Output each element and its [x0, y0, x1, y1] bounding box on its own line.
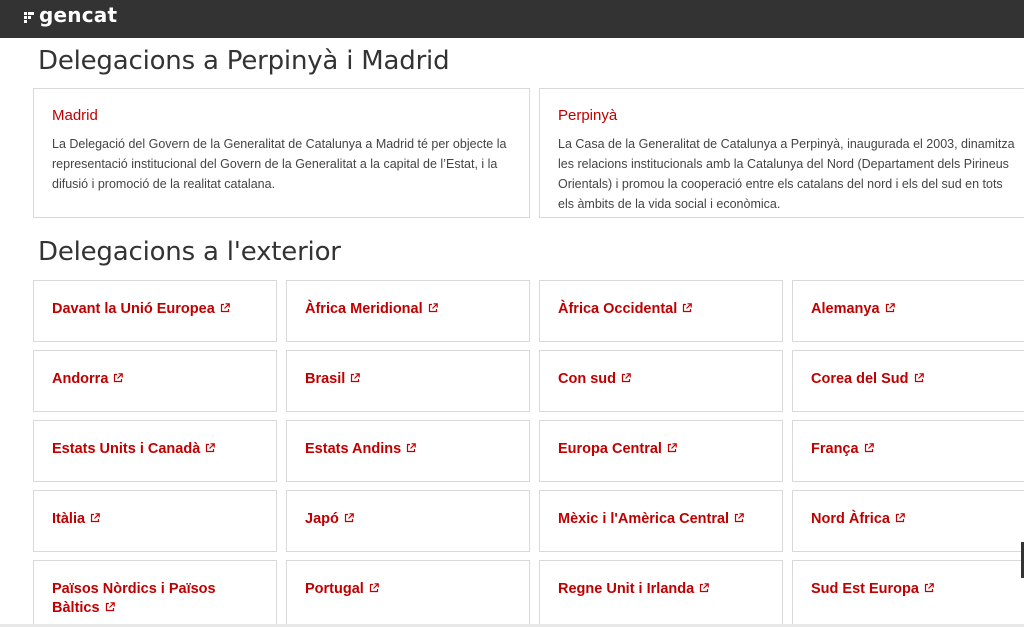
- external-link-icon: [895, 513, 905, 523]
- card-perpinya: [539, 88, 1024, 218]
- delegation-card: [33, 350, 277, 412]
- delegation-card: [33, 420, 277, 482]
- gencat-logo[interactable]: [24, 3, 117, 27]
- delegation-link[interactable]: [52, 370, 260, 389]
- delegation-link[interactable]: [52, 580, 260, 618]
- external-link-icon: [113, 373, 123, 383]
- delegation-card: [792, 280, 1024, 342]
- delegation-link-label: França: [811, 441, 859, 457]
- delegation-link[interactable]: [305, 580, 513, 599]
- external-link-icon: [734, 513, 744, 523]
- delegation-link-label: Mèxic i l'Amèrica Central: [558, 511, 730, 527]
- delegation-card: [539, 350, 783, 412]
- delegation-link-label: Estats Andins: [305, 441, 402, 457]
- delegation-card: [33, 490, 277, 552]
- delegation-link-label: Itàlia: [52, 511, 86, 527]
- external-link-icon: [914, 373, 924, 383]
- external-link-icon: [924, 583, 934, 593]
- section-title-exterior: Delegacions a l'exterior: [38, 237, 341, 267]
- external-link-icon: [621, 373, 631, 383]
- delegation-card: [539, 490, 783, 552]
- delegation-link[interactable]: [558, 300, 766, 319]
- external-link-icon: [667, 443, 677, 453]
- delegation-link-label: Països Nòrdics i Països Bàltics: [52, 581, 216, 616]
- delegation-link[interactable]: [811, 510, 1019, 529]
- card-title-perpinya[interactable]: Perpinyà: [558, 107, 618, 124]
- delegation-link[interactable]: [811, 440, 1019, 459]
- external-link-icon: [369, 583, 379, 593]
- gencat-logo-mark-icon: [24, 8, 36, 22]
- delegation-link-label: Nord Àfrica: [811, 511, 890, 527]
- external-link-icon: [90, 513, 100, 523]
- external-link-icon: [864, 443, 874, 453]
- card-description-perpinya: La Casa de la Generalitat de Catalunya a Perpinyà, inaugurada el 2003, dinamitza les relacions institucionals amb la Catalunya del Nord (Departament dels Pirineus Orientals) i promou la cooperació entre els catalans del nord i els del sud en tots els àmbits de la vida social i econòmica.: [558, 137, 1015, 211]
- delegation-link[interactable]: [811, 300, 1019, 319]
- delegation-card: [539, 280, 783, 342]
- delegation-link[interactable]: [305, 510, 513, 529]
- delegation-link-label: Brasil: [305, 371, 346, 387]
- delegation-link-label: Corea del Sud: [811, 371, 909, 387]
- delegation-link[interactable]: [558, 510, 766, 529]
- section-title-perpinya-madrid: Delegacions a Perpinyà i Madrid: [38, 46, 450, 76]
- delegation-link[interactable]: [305, 370, 513, 389]
- delegation-link[interactable]: [305, 440, 513, 459]
- delegation-link-label: Àfrica Meridional: [305, 301, 423, 317]
- delegation-card: [792, 490, 1024, 552]
- delegation-link-label: Con sud: [558, 371, 616, 387]
- delegation-link[interactable]: [52, 300, 260, 319]
- delegation-card: [286, 490, 530, 552]
- delegation-link-label: Davant la Unió Europea: [52, 301, 215, 317]
- delegation-link[interactable]: [52, 510, 260, 529]
- delegation-link[interactable]: [305, 300, 513, 319]
- delegation-link[interactable]: [558, 440, 766, 459]
- delegation-card: [792, 560, 1024, 627]
- delegation-link-label: Andorra: [52, 371, 109, 387]
- external-link-icon: [205, 443, 215, 453]
- card-description-madrid: La Delegació del Govern de la Generalitat de Catalunya a Madrid té per objecte la representació institucional del Govern de la Generalitat a la capital de l’Estat, i la difusió i promoció de la realitat catalana.: [52, 137, 507, 191]
- delegation-card: [792, 420, 1024, 482]
- delegation-card: [539, 560, 783, 627]
- external-link-icon: [344, 513, 354, 523]
- card-madrid: [33, 88, 530, 218]
- delegation-link[interactable]: [811, 370, 1019, 389]
- delegation-card: [286, 560, 530, 627]
- delegation-link-label: Japó: [305, 511, 339, 527]
- delegation-card: [286, 420, 530, 482]
- delegation-card: [792, 350, 1024, 412]
- external-link-icon: [220, 303, 230, 313]
- external-link-icon: [682, 303, 692, 313]
- delegation-link[interactable]: [811, 580, 1019, 599]
- delegation-link-label: Sud Est Europa: [811, 581, 919, 597]
- delegation-link-label: Alemanya: [811, 301, 880, 317]
- delegation-card: [33, 280, 277, 342]
- delegation-link-label: Europa Central: [558, 441, 662, 457]
- top-bar: [0, 0, 1024, 38]
- delegation-link-label: Regne Unit i Irlanda: [558, 581, 695, 597]
- logo-text: gencat: [39, 3, 118, 27]
- delegation-link[interactable]: [52, 440, 260, 459]
- delegation-link-label: Portugal: [305, 581, 364, 597]
- delegation-link[interactable]: [558, 370, 766, 389]
- card-title-madrid[interactable]: Madrid: [52, 107, 98, 124]
- delegation-card: [286, 350, 530, 412]
- delegation-link-label: Estats Units i Canadà: [52, 441, 201, 457]
- external-link-icon: [350, 373, 360, 383]
- delegation-link[interactable]: [558, 580, 766, 599]
- external-link-icon: [885, 303, 895, 313]
- external-link-icon: [428, 303, 438, 313]
- delegation-link-label: Àfrica Occidental: [558, 301, 678, 317]
- external-link-icon: [105, 602, 115, 612]
- external-link-icon: [406, 443, 416, 453]
- delegation-card: [539, 420, 783, 482]
- delegation-card: [286, 280, 530, 342]
- external-link-icon: [699, 583, 709, 593]
- delegation-card: [33, 560, 277, 627]
